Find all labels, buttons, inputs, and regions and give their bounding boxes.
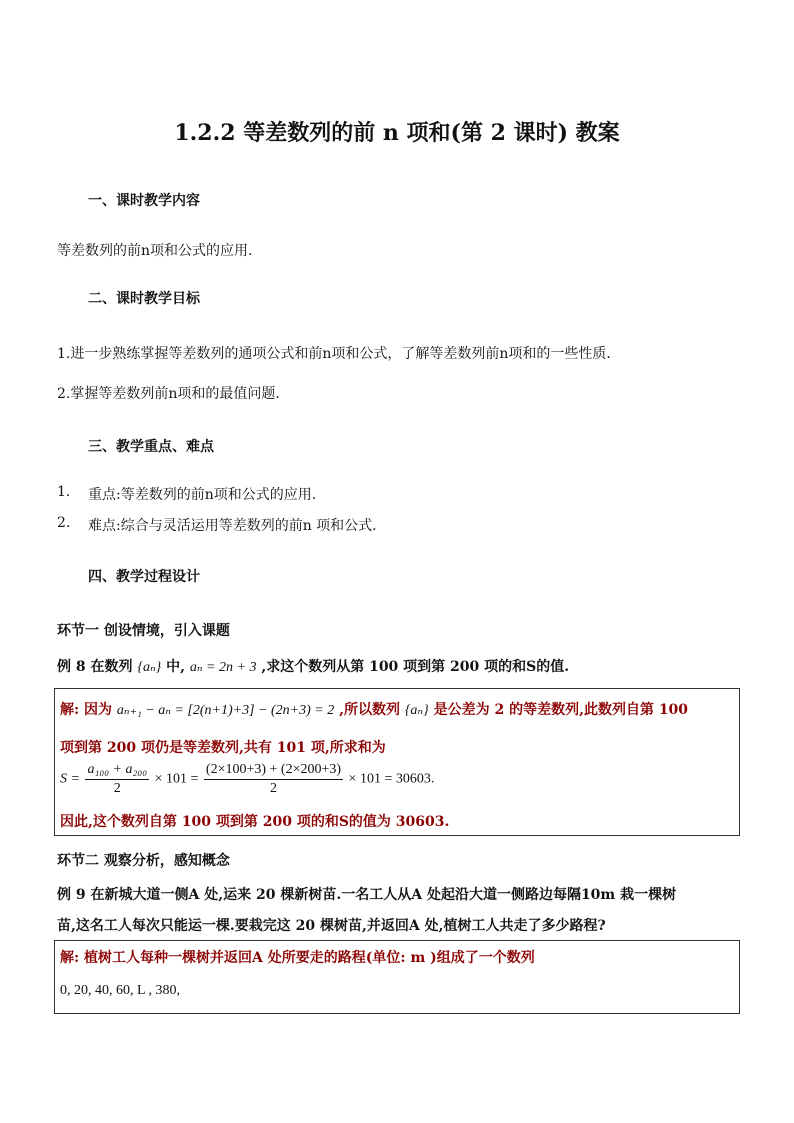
difference-formula: aₙ₊₁ − aₙ = [2(n+1)+3] − (2n+3) = 2 [116,703,335,718]
fraction-1 [85,761,149,798]
solution-label: 解: [60,702,80,718]
sum-equation [60,761,434,798]
example-8-suffix: ,求这个数列从第 100 项到第 200 项的和S的值. [261,659,570,675]
sum-symbol: S = [60,771,80,787]
section-1-heading: 一、课时教学内容 [88,193,200,209]
page-title: 1.2.2 等差数列的前 n 项和(第 2 课时) 教案 [174,120,620,146]
link-2-heading: 环节二 观察分析，感知概念 [57,853,230,869]
solution-so: ,所以数列 [339,702,400,718]
solution-conclusion-part: 是公差为 2 的等差数列,此数列自第 100 [433,702,689,718]
example-8-question [57,656,569,676]
section-3-heading: 三、教学重点、难点 [88,439,214,455]
fraction-2-numerator: (2×100+3) + (2×200+3) [204,761,343,780]
key-point-text: 重点:等差数列的前n项和公式的应用. [88,487,317,503]
section-2-heading: 二、课时教学目标 [88,291,200,307]
fraction-2 [204,761,343,798]
multiply-1: × 101 = [154,771,199,787]
example-8-mid: 中, [166,659,185,675]
multiply-2: × 101 = 30603. [348,771,435,787]
example-9-sequence: 0, 20, 40, 60, L , 380, [60,983,181,998]
fraction-1-denominator: 2 [113,781,121,796]
fraction-2-denominator: 2 [269,781,277,796]
example-8-solution-line-2: 项到第 200 项仍是等差数列,共有 101 项,所求和为 [60,740,386,756]
section-4-heading: 四、教学过程设计 [88,569,200,585]
example-9-solution-text: 植树工人每种一棵树并返回A 处所要走的路程(单位: m )组成了一个数列 [84,950,535,966]
example-8-formula: aₙ = 2n + 3 [189,660,257,675]
solution-sequence: {aₙ} [404,703,429,718]
example-9-solution-box [54,940,740,1014]
objective-2: 2.掌握等差数列前n项和的最值问题． [57,386,290,402]
example-9-solution-label: 解: [60,950,80,966]
example-8-solution-line-1 [60,699,688,719]
example-9-line-1: 例 9 在新城大道一侧A 处,运来 20 棵新树苗.一名工人从A 处起沿大道一侧路边每隔10m 栽一棵树 [57,887,677,903]
example-8-solution-box [54,688,740,836]
solution-because: 因为 [84,702,113,718]
difficulty-number: 2. [57,515,71,531]
fraction-1-numerator: a₁₀₀ + a₂₀₀ [85,761,149,780]
example-8-prefix: 例 8 在数列 [57,659,133,675]
example-9-solution-line [60,947,535,967]
example-9-line-2: 苗,这名工人每次只能运一棵.要栽完这 20 棵树苗,并返回A 处,植树工人共走了多少路程? [57,918,606,934]
objective-1: 1.进一步熟练掌握等差数列的通项公式和前n项和公式，了解等差数列前n项和的一些性质. [57,346,611,362]
link-1-heading: 环节一 创设情境，引入课题 [57,623,230,639]
key-point-number: 1. [57,484,71,500]
difficulty-text: 难点:综合与灵活运用等差数列的前n 项和公式. [88,518,377,534]
section-1-text: 等差数列的前n项和公式的应用. [57,243,253,259]
example-8-conclusion: 因此,这个数列自第 100 项到第 200 项的和S的值为 30603. [60,814,450,830]
example-8-sequence: {aₙ} [137,660,162,675]
